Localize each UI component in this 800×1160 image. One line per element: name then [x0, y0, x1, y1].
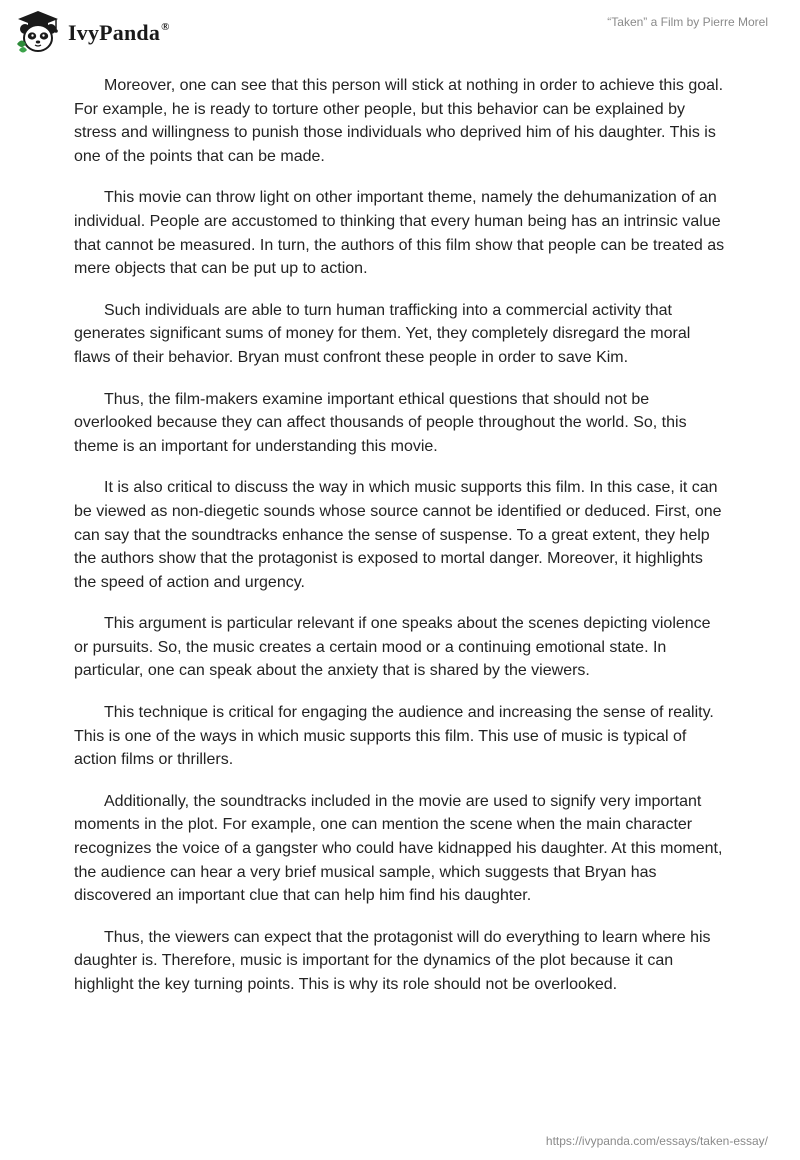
paragraph: Thus, the film-makers examine important ethical questions that should not be overlooked because they can affect thousands of people throughout the world. So, this theme is an important for understanding this movie.	[74, 390, 687, 455]
document-title: “Taken” a Film by Pierre Morel	[607, 15, 768, 29]
panda-graduate-icon	[14, 10, 62, 54]
paragraph: This technique is critical for engaging the audience and increasing the sense of reality. This is one of the ways in which music supports this film. This use of music is typical of action films or thrillers.	[74, 704, 714, 769]
registered-mark: ®	[161, 20, 170, 33]
paragraph: Thus, the viewers can expect that the protagonist will do everything to learn where his daughter is. Therefore, music is important for the dynamics of the plot because it can highlight the key turning points. This is why its role should not be overlooked.	[74, 928, 711, 993]
paragraph: Moreover, one can see that this person will stick at nothing in order to achieve this goal. For example, he is ready to torture other people, but this behavior can be explained by stress and willingness to punish those individuals who deprived him of his daughter. This is one of the points that can be made.	[74, 77, 724, 165]
ivypanda-logo[interactable]	[14, 10, 170, 54]
paragraph: It is also critical to discuss the way in which music supports this film. In this case, it can be viewed as non-diegetic sounds whose source cannot be identified or deduced. First, one can say that the soundtracks enhance the sense of suspense. To a great extent, they help the authors show that the protagonist is exposed to mortal danger. Moreover, it highlights the speed of action and urgency.	[74, 479, 722, 591]
paragraph: Additionally, the soundtracks included in the movie are used to signify very important moments in the plot. For example, one can mention the scene when the main character recognizes the voice of a gangster who could have kidnapped his daughter. At this moment, the audience can hear a very brief musical sample, which suggests that Bryan has discovered an important clue that can help him find his daughter.	[74, 792, 723, 905]
paragraph: This movie can throw light on other important theme, namely the dehumanization of an individual. People are accustomed to thinking that every human being has an intrinsic value that cannot be measured. In turn, the authors of this film show that people can be treated as mere objects that can be put up to action.	[74, 189, 725, 278]
source-url-link[interactable]: https://ivypanda.com/essays/taken-essay/	[545, 1134, 768, 1148]
paragraph: Such individuals are able to turn human trafficking into a commercial activity that generates significant sums of money for them. Yet, they completely disregard the moral flaws of their behavior. Bryan must confront these people in order to save Kim.	[74, 301, 691, 366]
essay-body	[74, 74, 726, 1015]
page-header	[0, 0, 800, 64]
paragraph: This argument is particular relevant if one speaks about the scenes depicting violence or pursuits. So, the music creates a certain mood or a continuing emotional state. In particular, one can speak about the anxiety that is shared by the viewers.	[74, 615, 711, 680]
logo-text: IvyPanda®	[68, 20, 170, 45]
